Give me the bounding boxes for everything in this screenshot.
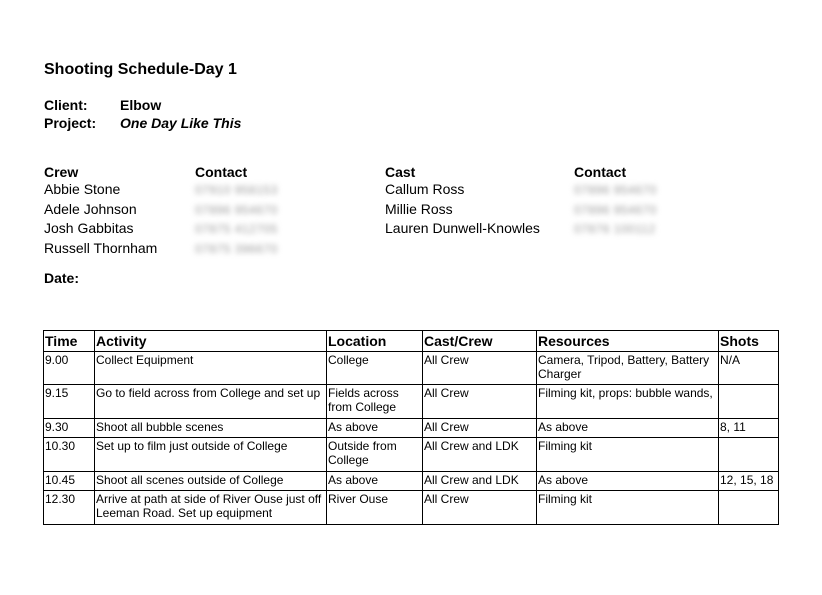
cast-member-name: Callum Ross (385, 181, 465, 197)
crew-member-contact: 07910 958153 (195, 183, 278, 197)
cell-cast-crew: All Crew and LDK (423, 472, 537, 491)
cell-time: 9.15 (44, 385, 95, 419)
cell-cast-crew: All Crew (423, 385, 537, 419)
cell-shots: 8, 11 (719, 419, 779, 438)
header-resources: Resources (537, 331, 719, 352)
header-shots: Shots (719, 331, 779, 352)
table-row (44, 491, 779, 525)
cast-member-contact: 07896 954670 (574, 203, 657, 217)
cell-time: 9.00 (44, 352, 95, 385)
client-value: Elbow (120, 97, 162, 113)
cell-location: As above (327, 472, 423, 491)
crew-member-contact: 07875 396670 (195, 242, 278, 256)
table-row (44, 352, 779, 385)
cell-cast-crew: All Crew (423, 352, 537, 385)
cell-location: Outside from College (327, 438, 423, 472)
cell-time: 10.45 (44, 472, 95, 491)
cell-time: 12.30 (44, 491, 95, 525)
cell-shots (719, 385, 779, 419)
page-title: Shooting Schedule-Day 1 (44, 61, 237, 78)
table-row (44, 419, 779, 438)
cell-resources: Filming kit, props: bubble wands, (537, 385, 719, 419)
cell-cast-crew: All Crew (423, 419, 537, 438)
cell-shots (719, 491, 779, 525)
cast-header: Cast (385, 164, 416, 180)
table-row (44, 385, 779, 419)
crew-member-name: Adele Johnson (44, 201, 137, 217)
date-label: Date: (44, 270, 80, 286)
cast-member-contact: 07896 954670 (574, 183, 657, 197)
cell-resources: As above (537, 419, 719, 438)
cell-activity: Shoot all bubble scenes (95, 419, 327, 438)
cell-time: 9.30 (44, 419, 95, 438)
cell-location: As above (327, 419, 423, 438)
cell-activity: Go to field across from College and set up (95, 385, 327, 419)
crew-member-name: Russell Thornham (44, 240, 158, 256)
cell-cast-crew: All Crew and LDK (423, 438, 537, 472)
cast-member-contact: 07876 100112 (574, 222, 656, 236)
crew-header: Crew (44, 164, 79, 180)
cell-location: River Ouse (327, 491, 423, 525)
project-value: One Day Like This (120, 115, 242, 131)
header-cast-crew: Cast/Crew (423, 331, 537, 352)
cast-member-name: Millie Ross (385, 201, 453, 217)
cell-time: 10.30 (44, 438, 95, 472)
cell-shots: N/A (719, 352, 779, 385)
cell-resources: Camera, Tripod, Battery, Battery Charger (537, 352, 719, 385)
cell-shots (719, 438, 779, 472)
cell-activity: Collect Equipment (95, 352, 327, 385)
header-location: Location (327, 331, 423, 352)
cell-cast-crew: All Crew (423, 491, 537, 525)
crew-member-name: Josh Gabbitas (44, 220, 134, 236)
project-label: Project: (44, 115, 97, 131)
cell-resources: Filming kit (537, 438, 719, 472)
client-label: Client: (44, 97, 88, 113)
header-activity: Activity (95, 331, 327, 352)
header-time: Time (44, 331, 95, 352)
cell-resources: As above (537, 472, 719, 491)
schedule-header-row (44, 331, 779, 352)
cell-location: College (327, 352, 423, 385)
cell-activity: Shoot all scenes outside of College (95, 472, 327, 491)
crew-contact-header: Contact (195, 164, 248, 180)
crew-member-name: Abbie Stone (44, 181, 121, 197)
cell-activity: Set up to film just outside of College (95, 438, 327, 472)
cell-resources: Filming kit (537, 491, 719, 525)
cell-activity: Arrive at path at side of River Ouse just off Leeman Road. Set up equipment (95, 491, 327, 525)
cast-contact-header: Contact (574, 164, 627, 180)
table-row (44, 438, 779, 472)
cell-shots: 12, 15, 18 (719, 472, 779, 491)
crew-member-contact: 07875 412705 (195, 222, 278, 236)
cast-member-name: Lauren Dunwell-Knowles (385, 220, 540, 236)
cell-location: Fields across from College (327, 385, 423, 419)
schedule-table (43, 330, 779, 525)
table-row (44, 472, 779, 491)
crew-member-contact: 07896 954670 (195, 203, 278, 217)
